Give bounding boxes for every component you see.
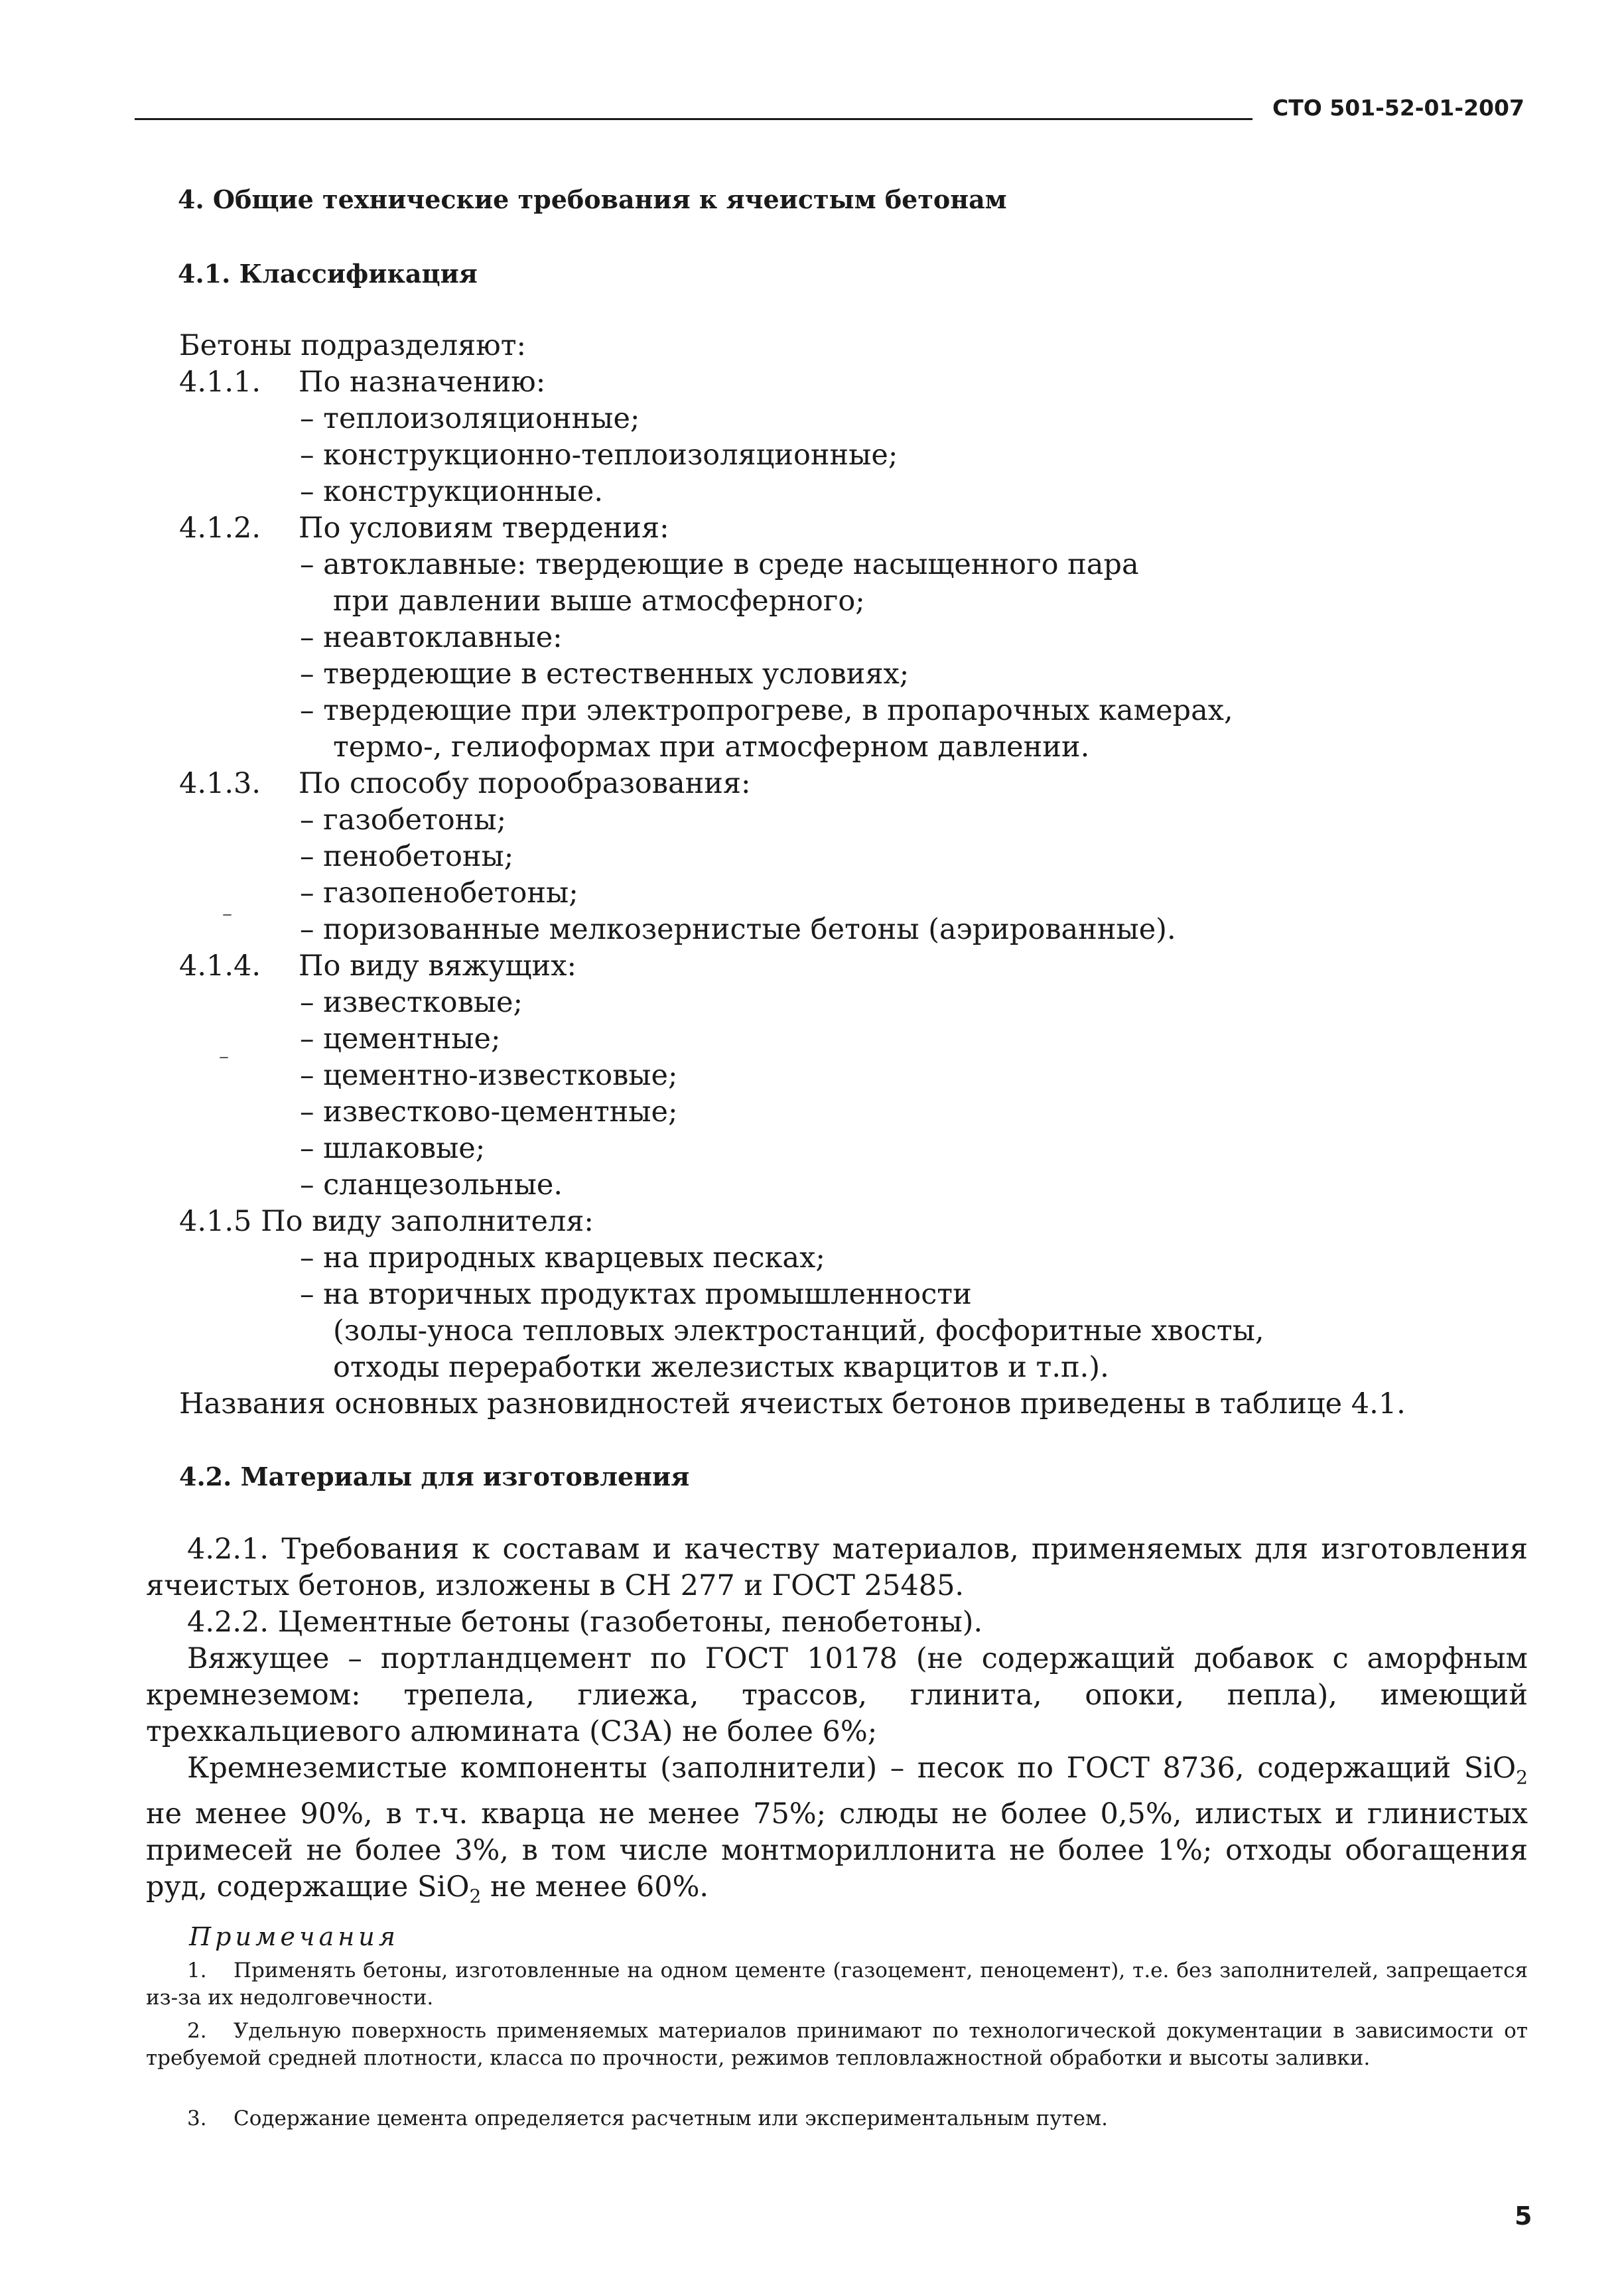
clause-number: 4.1.2. <box>179 512 261 545</box>
list-item: термо-, гелиоформах при атмосферном давлении. <box>333 730 1090 764</box>
list-item: – конструкционно-теплоизоляционные; <box>300 439 898 472</box>
list-item: – на природных кварцевых песках; <box>300 1241 825 1275</box>
scan-mark: – <box>219 1045 229 1068</box>
paragraph: Вяжущее – портландцемент по ГОСТ 10178 (не содержащий добавок с аморфным кремнеземом: трепела, глиежа, трассов, глинита, опоки, пепла), имеющий трехкальциевого алюмината (С3А) не более 6%; <box>146 1642 1528 1748</box>
classification-closing: Названия основных разновидностей ячеистых бетонов приведены в таблице 4.1. <box>179 1387 1406 1421</box>
clause-label: По виду вяжущих: <box>299 949 576 983</box>
list-item: – твердеющие при электропрогреве, в пропарочных камерах, <box>300 694 1233 727</box>
page-number: 5 <box>1515 2201 1532 2231</box>
header-rule <box>135 118 1252 120</box>
list-item: – поризованные мелкозернистые бетоны (аэрированные). <box>300 913 1176 946</box>
clause-label: По условиям твердения: <box>299 512 669 545</box>
clause-label: По назначению: <box>299 366 546 399</box>
list-item: – твердеющие в естественных условиях; <box>300 658 910 691</box>
list-item: (золы-уноса тепловых электростанций, фосфоритные хвосты, <box>333 1314 1264 1348</box>
paragraph: 4.2.1. Требования к составам и качеству материалов, применяемых для изготовления ячеистых бетонов, изложены в СН 277 и ГОСТ 25485. <box>146 1533 1528 1602</box>
notes-title: Примечания <box>189 1922 399 1951</box>
note-item: 3. Содержание цемента определяется расчетным или экспериментальным путем. <box>187 2107 1108 2130</box>
classification-intro: Бетоны подразделяют: <box>179 329 526 362</box>
clause-number: 4.1.5 По виду заполнителя: <box>179 1205 594 1238</box>
note-item: 2. Удельную поверхность применяемых материалов принимают по технологической документации в зависимости от требуемой средней плотности, класса по прочности, режимов тепловлажностной обработки и высоты заливки. <box>146 2019 1528 2070</box>
subsection-title-materials: 4.2. Материалы для изготовления <box>179 1462 690 1491</box>
list-item: – цементно-известковые; <box>300 1059 678 1092</box>
paragraph: Кремнеземистые компоненты (заполнители) – песок по ГОСТ 8736, содержащий SiO$_2$ не менее 90%, в т.ч. кварца не менее 75%; слюды не более 0,5%, илистых и глинистых примесей не более 3%, в том числе монтмориллонита не более 1%; отходы обогащения руд, содержащие SiO$_2$ не менее 60%. <box>146 1752 1528 1907</box>
list-item: – автоклавные: твердеющие в среде насыщенного пара <box>300 548 1139 581</box>
list-item: – известковые; <box>300 986 523 1019</box>
clause-number: 4.1.3. <box>179 767 261 800</box>
clause-number: 4.1.1. <box>179 366 261 399</box>
note-item: 1. Применять бетоны, изготовленные на одном цементе (газоцемент, пеноцемент), т.е. без заполнителей, запрещается из-за их недолговечности. <box>146 1959 1528 2010</box>
list-item: – теплоизоляционные; <box>300 402 640 435</box>
document-code: СТО 501-52-01-2007 <box>1272 95 1524 121</box>
clause-label: По способу порообразования: <box>299 767 751 800</box>
list-item: – известково-цементные; <box>300 1095 678 1129</box>
list-item: – на вторичных продуктах промышленности <box>300 1278 972 1311</box>
paragraph: 4.2.2. Цементные бетоны (газобетоны, пенобетоны). <box>187 1606 983 1639</box>
list-item: отходы переработки железистых кварцитов и т.п.). <box>333 1351 1109 1384</box>
clause-number: 4.1.4. <box>179 949 261 983</box>
list-item: – неавтоклавные: <box>300 621 563 654</box>
list-item: – цементные; <box>300 1022 501 1056</box>
list-item: – газобетоны; <box>300 803 507 837</box>
list-item: при давлении выше атмосферного; <box>333 585 865 618</box>
list-item: – пенобетоны; <box>300 840 514 873</box>
list-item: – сланцезольные. <box>300 1168 563 1202</box>
list-item: – конструкционные. <box>300 475 604 508</box>
scan-mark: – <box>222 902 232 926</box>
section-title: 4. Общие технические требования к ячеистым бетонам <box>178 184 1007 214</box>
list-item: – шлаковые; <box>300 1132 486 1165</box>
subsection-title-classification: 4.1. Классификация <box>178 259 478 289</box>
list-item: – газопенобетоны; <box>300 876 578 910</box>
